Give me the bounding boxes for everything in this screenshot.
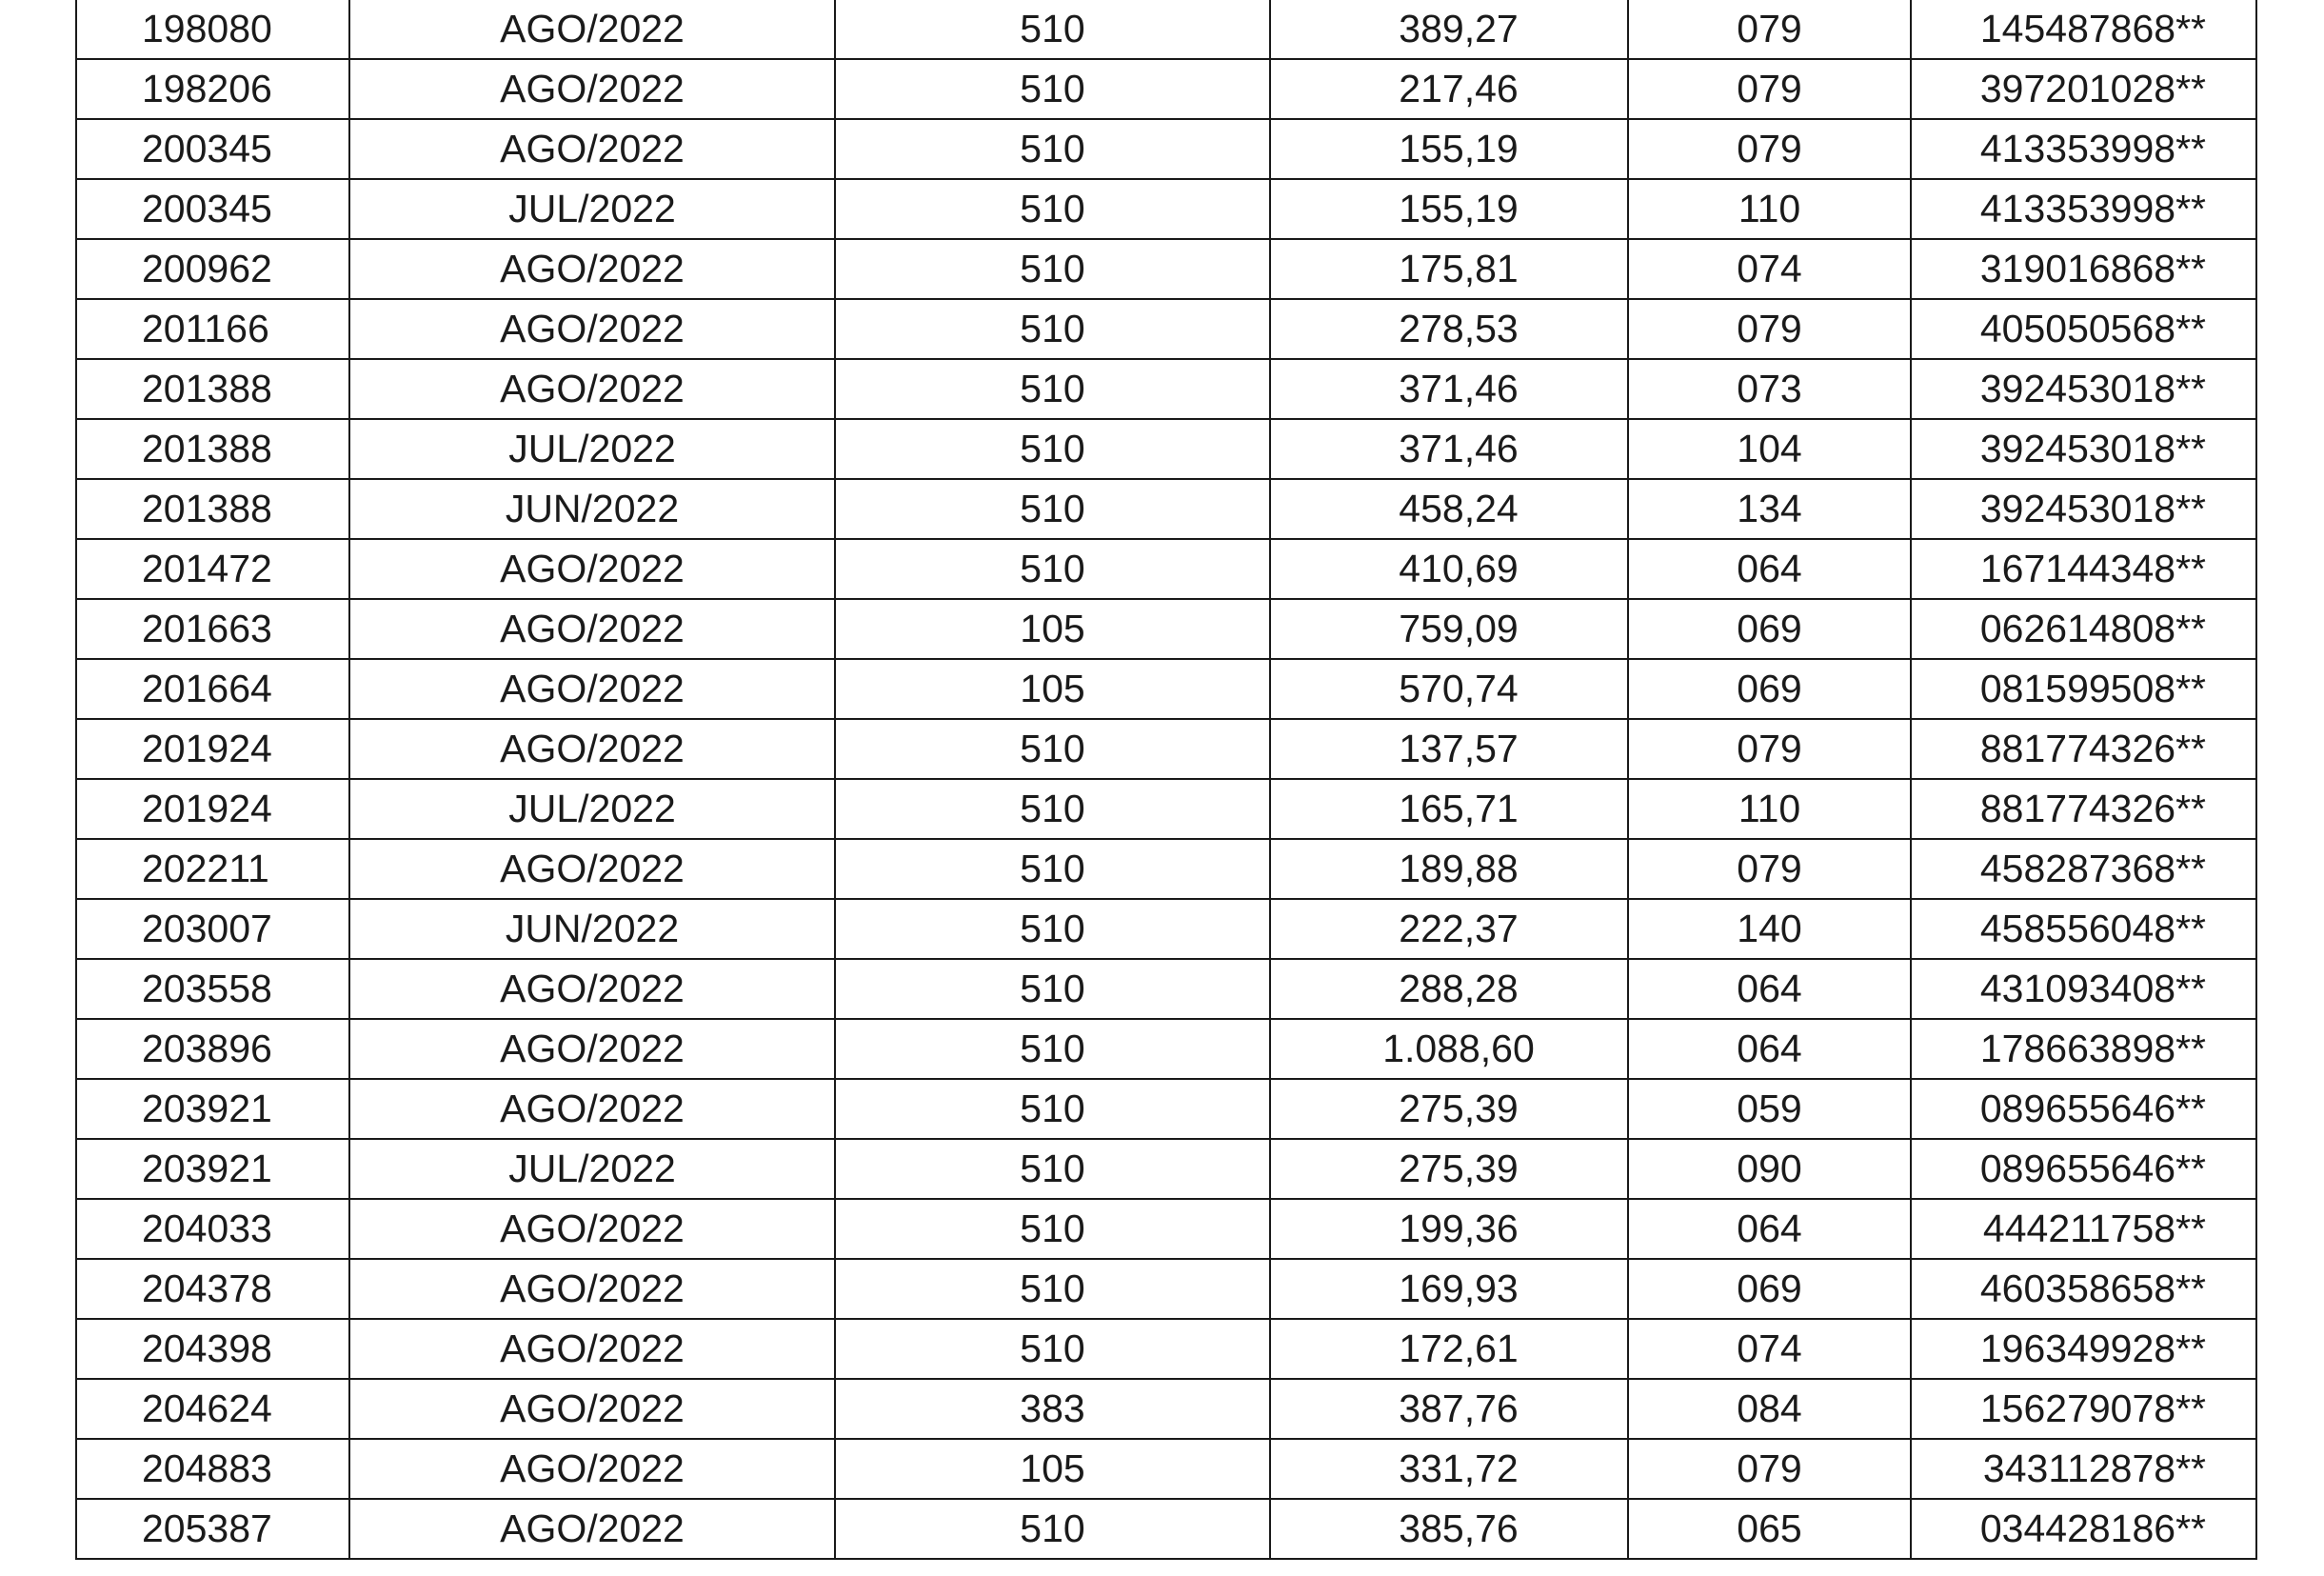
document-cell: 458556048**: [1911, 899, 2256, 959]
table-row: [76, 359, 2256, 419]
table-row: [76, 719, 2256, 779]
id-cell: 201388: [76, 359, 349, 419]
id-cell: 204378: [76, 1259, 349, 1319]
days-cell: 079: [1628, 839, 1911, 899]
document-cell: 405050568**: [1911, 299, 2256, 359]
code-cell: 510: [835, 0, 1270, 59]
days-cell: 074: [1628, 1319, 1911, 1379]
code-cell: 510: [835, 1319, 1270, 1379]
table-row: [76, 179, 2256, 239]
amount-cell: 155,19: [1270, 119, 1628, 179]
amount-cell: 385,76: [1270, 1499, 1628, 1559]
period-cell: AGO/2022: [349, 839, 835, 899]
days-cell: 073: [1628, 359, 1911, 419]
code-cell: 510: [835, 719, 1270, 779]
document-cell: 145487868**: [1911, 0, 2256, 59]
document-cell: 167144348**: [1911, 539, 2256, 599]
period-cell: AGO/2022: [349, 1499, 835, 1559]
document-cell: 413353998**: [1911, 119, 2256, 179]
id-cell: 200345: [76, 119, 349, 179]
period-cell: AGO/2022: [349, 1319, 835, 1379]
id-cell: 202211: [76, 839, 349, 899]
code-cell: 510: [835, 539, 1270, 599]
amount-cell: 172,61: [1270, 1319, 1628, 1379]
period-cell: AGO/2022: [349, 359, 835, 419]
period-cell: JUL/2022: [349, 179, 835, 239]
period-cell: AGO/2022: [349, 719, 835, 779]
document-cell: 343112878**: [1911, 1439, 2256, 1499]
period-cell: JUN/2022: [349, 899, 835, 959]
table-row: [76, 1379, 2256, 1439]
amount-cell: 387,76: [1270, 1379, 1628, 1439]
id-cell: 203558: [76, 959, 349, 1019]
amount-cell: 175,81: [1270, 239, 1628, 299]
days-cell: 140: [1628, 899, 1911, 959]
amount-cell: 165,71: [1270, 779, 1628, 839]
period-cell: AGO/2022: [349, 119, 835, 179]
code-cell: 510: [835, 239, 1270, 299]
id-cell: 201388: [76, 479, 349, 539]
days-cell: 084: [1628, 1379, 1911, 1439]
days-cell: 110: [1628, 179, 1911, 239]
days-cell: 079: [1628, 0, 1911, 59]
table-row: [76, 659, 2256, 719]
period-cell: AGO/2022: [349, 239, 835, 299]
days-cell: 064: [1628, 1019, 1911, 1079]
table-row: [76, 119, 2256, 179]
table-row: [76, 839, 2256, 899]
code-cell: 510: [835, 779, 1270, 839]
days-cell: 134: [1628, 479, 1911, 539]
amount-cell: 189,88: [1270, 839, 1628, 899]
code-cell: 510: [835, 179, 1270, 239]
document-cell: 392453018**: [1911, 419, 2256, 479]
code-cell: 510: [835, 1259, 1270, 1319]
days-cell: 079: [1628, 1439, 1911, 1499]
id-cell: 200962: [76, 239, 349, 299]
id-cell: 203921: [76, 1079, 349, 1139]
days-cell: 064: [1628, 959, 1911, 1019]
document-cell: 413353998**: [1911, 179, 2256, 239]
amount-cell: 278,53: [1270, 299, 1628, 359]
code-cell: 510: [835, 959, 1270, 1019]
document-cell: 392453018**: [1911, 479, 2256, 539]
table-body: [76, 0, 2256, 1559]
period-cell: JUL/2022: [349, 779, 835, 839]
period-cell: AGO/2022: [349, 1079, 835, 1139]
document-cell: 196349928**: [1911, 1319, 2256, 1379]
period-cell: AGO/2022: [349, 959, 835, 1019]
table-row: [76, 899, 2256, 959]
period-cell: AGO/2022: [349, 539, 835, 599]
document-cell: 397201028**: [1911, 59, 2256, 119]
period-cell: AGO/2022: [349, 1439, 835, 1499]
period-cell: AGO/2022: [349, 0, 835, 59]
document-cell: 156279078**: [1911, 1379, 2256, 1439]
code-cell: 510: [835, 419, 1270, 479]
amount-cell: 759,09: [1270, 599, 1628, 659]
period-cell: JUL/2022: [349, 1139, 835, 1199]
table-row: [76, 299, 2256, 359]
document-cell: 444211758**: [1911, 1199, 2256, 1259]
document-cell: 881774326**: [1911, 719, 2256, 779]
document-cell: 089655646**: [1911, 1079, 2256, 1139]
table-row: [76, 1499, 2256, 1559]
code-cell: 105: [835, 599, 1270, 659]
table-row: [76, 779, 2256, 839]
document-cell: 034428186**: [1911, 1499, 2256, 1559]
id-cell: 201166: [76, 299, 349, 359]
code-cell: 510: [835, 299, 1270, 359]
table-row: [76, 959, 2256, 1019]
document-cell: 081599508**: [1911, 659, 2256, 719]
amount-cell: 288,28: [1270, 959, 1628, 1019]
document-cell: 881774326**: [1911, 779, 2256, 839]
table-row: [76, 239, 2256, 299]
amount-cell: 458,24: [1270, 479, 1628, 539]
data-table: [75, 0, 2257, 1560]
code-cell: 510: [835, 59, 1270, 119]
code-cell: 510: [835, 839, 1270, 899]
amount-cell: 389,27: [1270, 0, 1628, 59]
document-cell: 319016868**: [1911, 239, 2256, 299]
amount-cell: 217,46: [1270, 59, 1628, 119]
amount-cell: 331,72: [1270, 1439, 1628, 1499]
days-cell: 110: [1628, 779, 1911, 839]
table-row: [76, 479, 2256, 539]
days-cell: 059: [1628, 1079, 1911, 1139]
id-cell: 200345: [76, 179, 349, 239]
days-cell: 064: [1628, 1199, 1911, 1259]
amount-cell: 371,46: [1270, 359, 1628, 419]
days-cell: 090: [1628, 1139, 1911, 1199]
id-cell: 201664: [76, 659, 349, 719]
table-row: [76, 1139, 2256, 1199]
amount-cell: 275,39: [1270, 1079, 1628, 1139]
id-cell: 203921: [76, 1139, 349, 1199]
id-cell: 204883: [76, 1439, 349, 1499]
period-cell: AGO/2022: [349, 59, 835, 119]
period-cell: AGO/2022: [349, 1019, 835, 1079]
id-cell: 204033: [76, 1199, 349, 1259]
id-cell: 201472: [76, 539, 349, 599]
code-cell: 383: [835, 1379, 1270, 1439]
amount-cell: 570,74: [1270, 659, 1628, 719]
document-cell: 431093408**: [1911, 959, 2256, 1019]
id-cell: 204624: [76, 1379, 349, 1439]
days-cell: 065: [1628, 1499, 1911, 1559]
amount-cell: 169,93: [1270, 1259, 1628, 1319]
days-cell: 079: [1628, 719, 1911, 779]
table-row: [76, 0, 2256, 59]
code-cell: 510: [835, 1019, 1270, 1079]
table-row: [76, 1019, 2256, 1079]
period-cell: AGO/2022: [349, 1379, 835, 1439]
code-cell: 510: [835, 1079, 1270, 1139]
table-row: [76, 59, 2256, 119]
amount-cell: 222,37: [1270, 899, 1628, 959]
amount-cell: 275,39: [1270, 1139, 1628, 1199]
document-cell: 178663898**: [1911, 1019, 2256, 1079]
id-cell: 198080: [76, 0, 349, 59]
code-cell: 510: [835, 479, 1270, 539]
days-cell: 079: [1628, 119, 1911, 179]
id-cell: 203007: [76, 899, 349, 959]
days-cell: 079: [1628, 59, 1911, 119]
days-cell: 064: [1628, 539, 1911, 599]
document-cell: 089655646**: [1911, 1139, 2256, 1199]
id-cell: 203896: [76, 1019, 349, 1079]
days-cell: 104: [1628, 419, 1911, 479]
table-row: [76, 1079, 2256, 1139]
code-cell: 105: [835, 659, 1270, 719]
code-cell: 510: [835, 1199, 1270, 1259]
document-cell: 460358658**: [1911, 1259, 2256, 1319]
code-cell: 510: [835, 1139, 1270, 1199]
days-cell: 069: [1628, 599, 1911, 659]
code-cell: 510: [835, 1499, 1270, 1559]
table-row: [76, 599, 2256, 659]
table-row: [76, 1259, 2256, 1319]
table-row: [76, 539, 2256, 599]
days-cell: 069: [1628, 1259, 1911, 1319]
id-cell: 201924: [76, 719, 349, 779]
id-cell: 205387: [76, 1499, 349, 1559]
id-cell: 201388: [76, 419, 349, 479]
amount-cell: 137,57: [1270, 719, 1628, 779]
period-cell: AGO/2022: [349, 1259, 835, 1319]
period-cell: AGO/2022: [349, 599, 835, 659]
period-cell: JUN/2022: [349, 479, 835, 539]
amount-cell: 371,46: [1270, 419, 1628, 479]
amount-cell: 1.088,60: [1270, 1019, 1628, 1079]
amount-cell: 410,69: [1270, 539, 1628, 599]
code-cell: 510: [835, 119, 1270, 179]
period-cell: AGO/2022: [349, 299, 835, 359]
period-cell: JUL/2022: [349, 419, 835, 479]
code-cell: 510: [835, 359, 1270, 419]
table-row: [76, 1439, 2256, 1499]
document-cell: 062614808**: [1911, 599, 2256, 659]
code-cell: 105: [835, 1439, 1270, 1499]
amount-cell: 199,36: [1270, 1199, 1628, 1259]
days-cell: 074: [1628, 239, 1911, 299]
id-cell: 201663: [76, 599, 349, 659]
days-cell: 069: [1628, 659, 1911, 719]
id-cell: 201924: [76, 779, 349, 839]
document-cell: 392453018**: [1911, 359, 2256, 419]
id-cell: 198206: [76, 59, 349, 119]
table-row: [76, 1319, 2256, 1379]
code-cell: 510: [835, 899, 1270, 959]
document-cell: 458287368**: [1911, 839, 2256, 899]
amount-cell: 155,19: [1270, 179, 1628, 239]
table-row: [76, 419, 2256, 479]
period-cell: AGO/2022: [349, 1199, 835, 1259]
id-cell: 204398: [76, 1319, 349, 1379]
table-row: [76, 1199, 2256, 1259]
period-cell: AGO/2022: [349, 659, 835, 719]
days-cell: 079: [1628, 299, 1911, 359]
